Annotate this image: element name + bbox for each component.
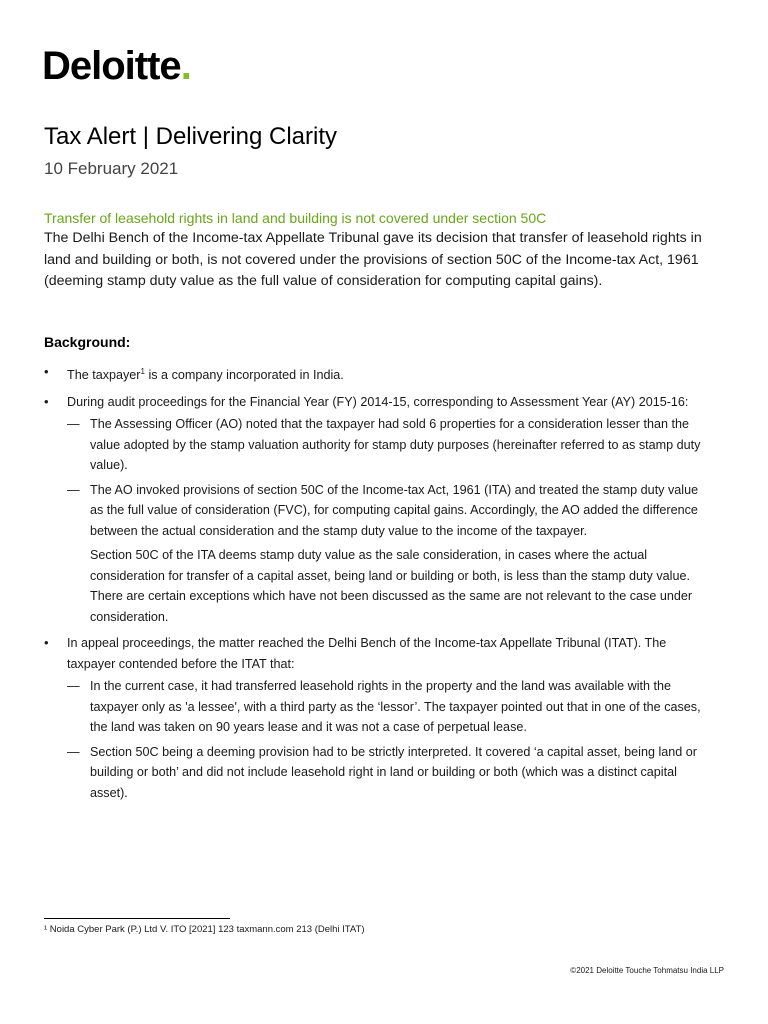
page-title: Tax Alert | Delivering Clarity bbox=[44, 123, 337, 150]
sub-bullet-paragraph: Section 50C of the ITA deems stamp duty value as the sale consideration, in cases where the actual consideration for transfer of a capital asset, being land or building or both, is less than the stamp duty value. There are certain exceptions which have not been discussed as the same are not relevant to the case under consideration. bbox=[90, 548, 693, 624]
publication-date: 10 February 2021 bbox=[44, 159, 179, 178]
background-content bbox=[44, 362, 704, 809]
background-heading: Background: bbox=[44, 334, 131, 350]
sub-list bbox=[67, 676, 704, 803]
sub-list-item bbox=[67, 676, 704, 738]
sub-list bbox=[67, 414, 704, 627]
logo-text: Deloitte bbox=[42, 44, 181, 88]
sub-list-item bbox=[67, 414, 704, 476]
sub-list-item bbox=[67, 742, 704, 804]
list-item bbox=[44, 633, 704, 803]
logo-dot: . bbox=[180, 44, 191, 88]
bullet-text: During audit proceedings for the Financial Year (FY) 2014-15, corresponding to Assessment Year (AY) 2015-16: bbox=[67, 394, 689, 409]
sub-bullet-text: In the current case, it had transferred leasehold rights in the property and the land was available with the taxpayer only as 'a lessee', with a third party as the ‘lessor’. The taxpayer pointed out that in one of the cases, the land was taken on 90 years lease and it was not a case of perpetual lease. bbox=[90, 679, 701, 735]
footnote: ¹ Noida Cyber Park (P.) Ltd V. ITO [2021] 123 taxmann.com 213 (Delhi ITAT) bbox=[44, 924, 365, 935]
bullet-text: In appeal proceedings, the matter reached the Delhi Bench of the Income-tax Appellate Tribunal (ITAT). The taxpayer contended before the ITAT that: bbox=[67, 636, 667, 671]
sub-bullet-text: Section 50C being a deeming provision had to be strictly interpreted. It covered ‘a capital asset, being land or building or both’ and did not include leasehold right in land or building or both (which was a distinct capital asset). bbox=[90, 744, 697, 800]
footnote-divider bbox=[44, 918, 230, 919]
copyright: ©2021 Deloitte Touche Tohmatsu India LLP bbox=[570, 966, 724, 975]
bullet-text: The taxpayer bbox=[67, 368, 141, 383]
sub-bullet-text: — The AO invoked provisions of section 50C of the Income-tax Act, 1961 (ITA) and treated the stamp duty value as the full value of consideration (FVC), for computing capital gains. Accordingly, the AO added the difference between the actual consideration and the stamp duty value to the income of the taxpayer. bbox=[90, 482, 699, 538]
background-list bbox=[44, 362, 704, 803]
bullet-text: is a company incorporated in India. bbox=[144, 368, 344, 383]
list-item bbox=[44, 392, 704, 628]
intro-paragraph: The Delhi Bench of the Income-tax Appellate Tribunal gave its decision that transfer of leasehold rights in land and building or both, is not covered under the provisions of section 50C of the Income-tax Act, 1961 (deeming stamp duty value as the full value of consideration for computing capital gains). bbox=[44, 230, 702, 289]
sub-bullet-text: The Assessing Officer (AO) noted that the taxpayer had sold 6 properties for a consideration lesser than the value adopted by the stamp valuation authority for stamp duty purposes (hereinafter referred to as stamp duty value). bbox=[90, 417, 701, 473]
list-item bbox=[44, 362, 704, 386]
alert-headline: Transfer of leasehold rights in land and building is not covered under section 50C bbox=[44, 210, 547, 226]
deloitte-logo bbox=[42, 44, 191, 88]
sub-list-item bbox=[67, 480, 704, 628]
footnote-ref[interactable]: 1 bbox=[140, 367, 145, 376]
